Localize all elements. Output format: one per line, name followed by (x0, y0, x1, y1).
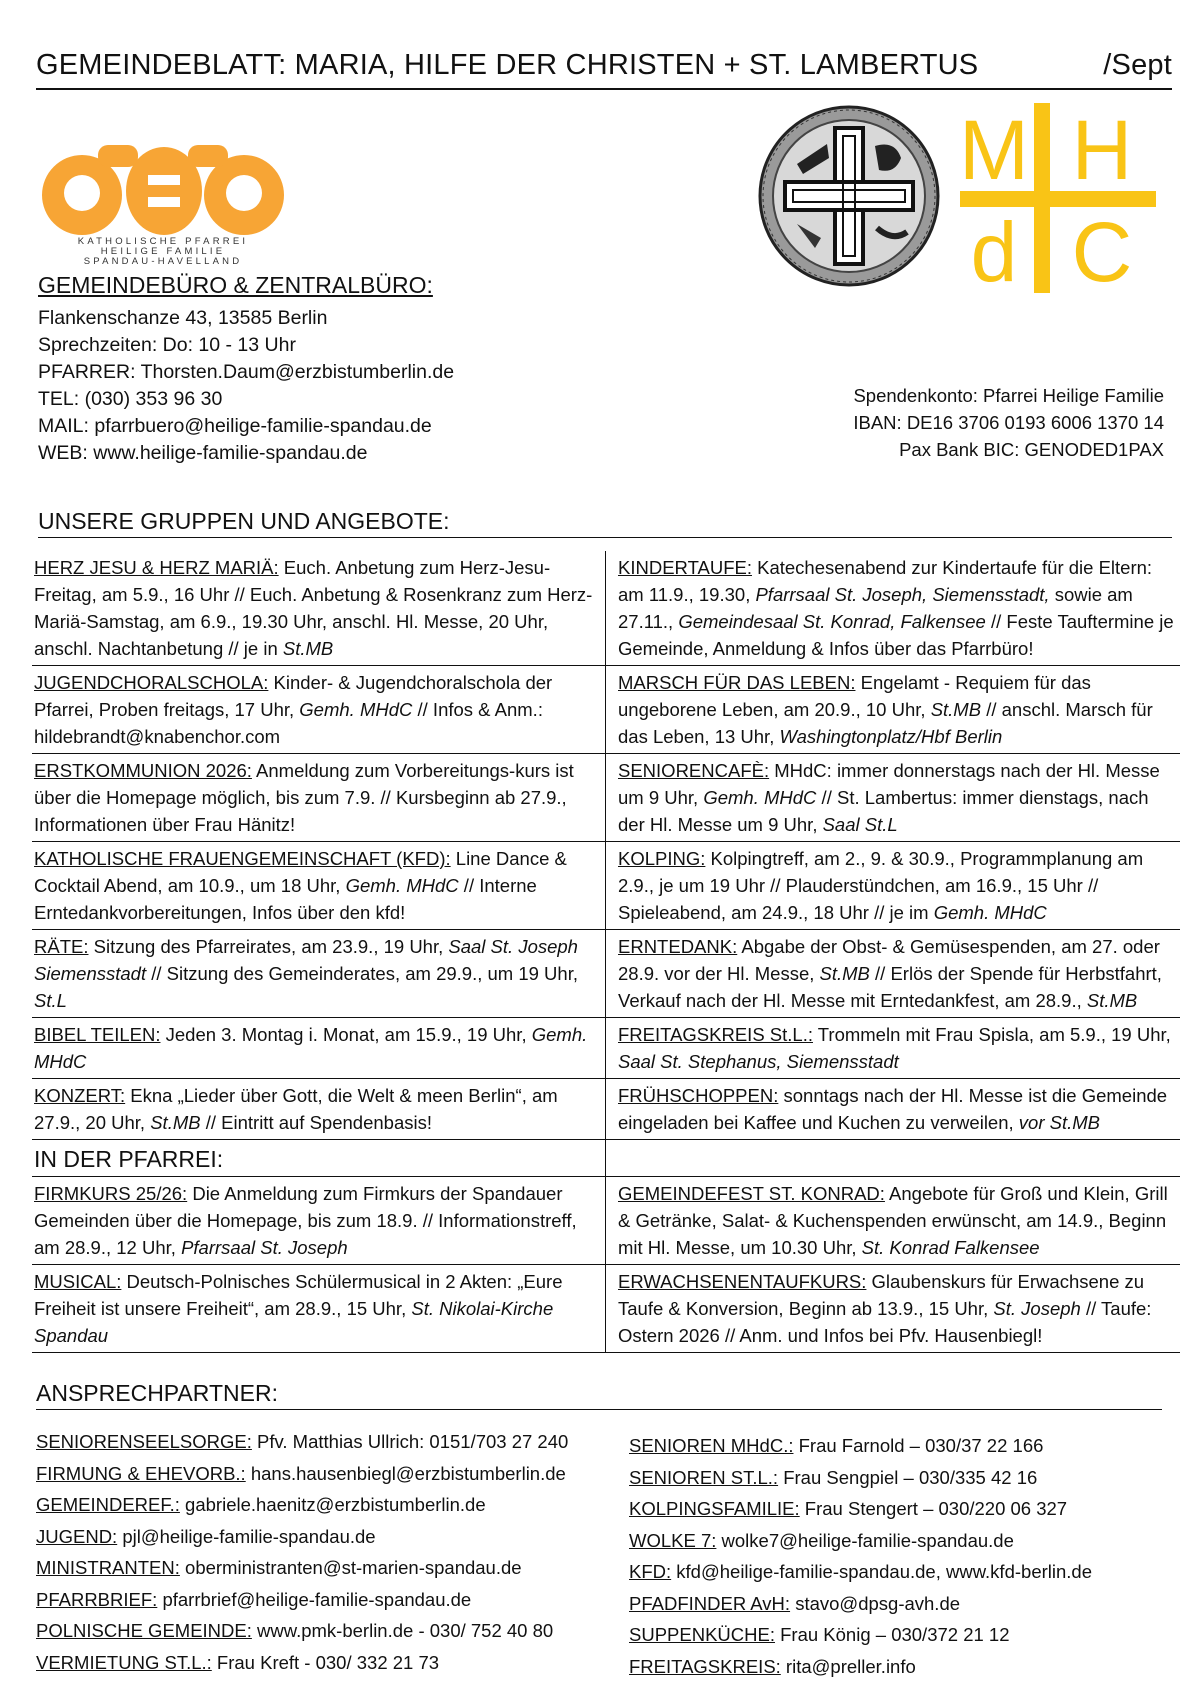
group-text: // Erlös der Spende für Herbstfahrt, Verkauf nach der Hl. Messe mit Erntedankfest, am 28.9., (618, 963, 1162, 1011)
contact-value[interactable]: Pfv. Matthias Ullrich: 0151/703 27 240 (251, 1431, 569, 1452)
group-row (32, 754, 1180, 842)
group-text: Trommeln mit Frau Spisla, am 5.9., 19 Uhr, (812, 1024, 1171, 1045)
location-text: vor St.MB (1018, 1112, 1101, 1133)
group-label: BIBEL TEILEN: (34, 1024, 161, 1045)
group-text: Deutsch-Polnisches Schülermusical in 2 Akten: „Eure Freiheit ist unsere Freiheit“, am 28.9., 15 Uhr, (34, 1271, 563, 1319)
contact-value[interactable]: hans.hausenbiegl@erzbistumberlin.de (245, 1462, 566, 1484)
group-label: MARSCH FÜR DAS LEBEN: (618, 672, 856, 693)
group-text: sowie am 27.11., (618, 584, 1133, 632)
parish-seal (757, 104, 941, 288)
group-cell-right (606, 1265, 1180, 1352)
group-text: // Sitzung des Gemeinderates, am 29.9., um 19 Uhr, (146, 963, 578, 984)
group-text: Die Anmeldung zum Firmkurs der Spandauer Gemeinden über die Homepage, bis zum 18.9. // Informationstreff, am 28.9., 12 Uhr, (34, 1183, 577, 1258)
group-text: Angebote für Groß und Klein, Grill & Getränke, Salat- & Kuchenspenden erwünscht, am 14.9., Beginn mit Hl. Messe, um 10.30 Uhr, (618, 1183, 1168, 1258)
location-text: Gemh. MHdC (299, 699, 413, 720)
group-label: SENIORENCAFÈ: (618, 760, 770, 781)
location-text: St.MB (150, 1112, 201, 1133)
location-text: St. Nikolai-Kirche Spandau (34, 1298, 554, 1346)
contact-label: PFADFINDER AvH: (629, 1592, 791, 1614)
group-text: // St. Lambertus: immer dienstags, nach der Hl. Messe um 9 Uhr, (618, 787, 1149, 835)
location-text: Gemeindesaal St. Konrad, Falkensee (678, 611, 986, 632)
group-cell-right (606, 551, 1180, 665)
group-text: Anmeldung zum Vorbereitungs-kurs ist über die Homepage möglich, bis zum 7.9. // Kursbeginn ab 27.9., Informationen über Frau Hänitz! (34, 760, 574, 835)
contact-item (36, 1489, 568, 1521)
group-text: // Infos & Anm.: hildebrandt@knabenchor.com (34, 699, 543, 747)
contact-value[interactable]: pjl@heilige-familie-spandau.de (117, 1525, 376, 1547)
group-cell-left (32, 1079, 606, 1139)
group-label: KINDERTAUFE: (618, 557, 752, 578)
group-text: Jeden 3. Montag i. Monat, am 15.9., 19 Uhr, (160, 1024, 532, 1045)
contact-value[interactable]: Frau Sengpiel – 030/335 42 16 (778, 1466, 1038, 1488)
svg-text:SPANDAU-HAVELLAND: SPANDAU-HAVELLAND (83, 256, 243, 265)
group-cell-left (32, 666, 606, 753)
group-text: Ekna „Lieder über Gott, die Welt & meen Berlin“, am 27.9., 20 Uhr, (34, 1085, 558, 1133)
group-text: Line Dance & Cocktail Abend, am 10.9., um 18 Uhr, (34, 848, 567, 896)
location-text: St.L (34, 990, 67, 1011)
group-text: Euch. Anbetung zum Herz-Jesu-Freitag, am 5.9., 16 Uhr // Euch. Anbetung & Rosenkranz zum Herz-Mariä-Samstag, am 6.9., 19.30 Uhr, anschl. Hl. Messe, 20 Uhr, anschl. Nachtanbetung // je in (34, 557, 593, 659)
group-row (32, 1265, 1180, 1353)
contact-label: MINISTRANTEN: (36, 1557, 180, 1578)
group-label: HERZ JESU & HERZ MARIÄ: (34, 557, 279, 578)
contact-value[interactable]: gabriele.haenitz@erzbistumberlin.de (179, 1494, 486, 1515)
group-text: Kinder- & Jugendchoralschola der Pfarrei, Proben freitags, 17 Uhr, (34, 672, 553, 720)
group-text: Kolpingtreff, am 2., 9. & 30.9., Programmplanung am 2.9., je um 19 Uhr // Plauderstündchen, am 16.9., 15 Uhr // Spieleabend, am 24.9., 18 Uhr // je im (618, 848, 1144, 923)
contact-item (36, 1647, 568, 1679)
contact-item (629, 1525, 1092, 1557)
group-label: KONZERT: (34, 1085, 126, 1106)
group-cell-left (32, 551, 606, 665)
contact-label: KFD: (629, 1561, 672, 1582)
group-row (32, 842, 1180, 930)
contacts-right-list (629, 1430, 1092, 1682)
contact-item (36, 1426, 568, 1458)
section-empty-cell (606, 1140, 1180, 1176)
pfarrei-logo-mark-icon (38, 135, 288, 265)
contact-label: VERMIETUNG ST.L.: (36, 1651, 212, 1673)
mhdc-logo (960, 103, 1156, 293)
location-text: Gemh. MHdC (345, 875, 459, 896)
groups-table (32, 551, 1180, 1353)
location-text: Gemh. MHdC (933, 902, 1047, 923)
contact-label: PFARRBRIEF: (36, 1588, 158, 1610)
group-cell-right (606, 754, 1180, 841)
group-cell-left (32, 1018, 606, 1078)
group-cell-right (606, 666, 1180, 753)
contact-label: WOLKE 7: (629, 1529, 717, 1551)
section-heading: IN DER PFARREI: (32, 1140, 606, 1176)
contact-value[interactable]: Frau Stengert – 030/220 06 327 (799, 1498, 1068, 1519)
contact-item (36, 1615, 568, 1647)
group-cell-right (606, 1177, 1180, 1264)
group-label: RÄTE: (34, 936, 89, 957)
group-cell-right (606, 1079, 1180, 1139)
group-text: sonntags nach der Hl. Messe ist die Gemeinde eingeladen bei Kaffee und Kuchen zu verweilen, (618, 1085, 1168, 1133)
office-web[interactable]: WEB: www.heilige-familie-spandau.de (38, 442, 368, 464)
group-text: Glaubenskurs für Erwachsene zu Taufe & Konversion, Beginn ab 13.9., 15 Uhr, (618, 1271, 1145, 1319)
contact-item (629, 1430, 1092, 1462)
location-text: St. Konrad Falkensee (861, 1237, 1040, 1258)
group-row (32, 1079, 1180, 1140)
contact-label: POLNISCHE GEMEINDE: (36, 1620, 252, 1641)
group-text: // Interne Erntedankvorbereitungen, Infos über den kfd! (34, 875, 537, 923)
contact-label: FIRMUNG & EHEVORB.: (36, 1462, 246, 1484)
contact-value[interactable]: oberministranten@st-marien-spandau.de (179, 1557, 522, 1578)
group-row (32, 1177, 1180, 1265)
contact-value[interactable]: Frau Farnold – 030/37 22 166 (793, 1435, 1044, 1456)
contact-value[interactable]: pfarrbrief@heilige-familie-spandau.de (157, 1588, 472, 1610)
group-cell-left (32, 930, 606, 1017)
group-cell-left (32, 1177, 606, 1264)
contact-value[interactable]: Frau König – 030/372 21 12 (774, 1624, 1010, 1645)
office-mail[interactable]: MAIL: pfarrbuero@heilige-familie-spandau.de (38, 415, 432, 437)
header (36, 38, 1172, 90)
location-text: Pfarrsaal St. Joseph, Siemensstadt, (755, 584, 1050, 605)
location-text: St.MB (1086, 990, 1138, 1011)
location-text: Saal St.L (822, 814, 898, 835)
bank-bic: Pax Bank BIC: GENODED1PAX (899, 439, 1164, 460)
group-label: MUSICAL: (34, 1271, 122, 1292)
office-hours: Sprechzeiten: Do: 10 - 13 Uhr (38, 334, 296, 356)
group-label: ERWACHSENENTAUFKURS: (618, 1271, 867, 1292)
contact-item (629, 1493, 1092, 1525)
group-cell-right (606, 1018, 1180, 1078)
contact-item (629, 1588, 1092, 1620)
bank-iban: IBAN: DE16 3706 0193 6006 1370 14 (853, 412, 1164, 433)
group-text: Abgabe der Obst- & Gemüsespenden, am 27. oder 28.9. vor der Hl. Messe, (618, 936, 1160, 984)
seal-cross-icon (757, 104, 941, 288)
group-cell-left (32, 754, 606, 841)
contact-label: KOLPINGSFAMILIE: (629, 1498, 800, 1519)
contact-item (629, 1462, 1092, 1494)
contact-item (629, 1556, 1092, 1588)
contact-value[interactable]: Frau Kreft - 030/ 332 21 73 (211, 1651, 440, 1673)
office-info (38, 272, 454, 467)
pfarrei-logo (38, 135, 288, 265)
group-text: // Eintritt auf Spendenbasis! (200, 1112, 432, 1133)
group-label: ERSTKOMMUNION 2026: (34, 760, 252, 781)
contact-item (36, 1521, 568, 1553)
group-row (32, 666, 1180, 754)
group-label: KOLPING: (618, 848, 706, 869)
contact-item (36, 1552, 568, 1584)
location-text: Gemh. MHdC (703, 787, 817, 808)
group-label: GEMEINDEFEST ST. KONRAD: (618, 1183, 885, 1204)
office-heading: GEMEINDEBÜRO & ZENTRALBÜRO: (38, 272, 433, 298)
group-label: FREITAGSKREIS St.L.: (618, 1024, 813, 1045)
groups-heading: UNSERE GRUPPEN UND ANGEBOTE: (38, 508, 1172, 538)
group-text: // Feste Tauftermine je Gemeinde, Anmeldung & Infos über das Pfarrbüro! (618, 611, 1174, 659)
contact-item (629, 1651, 1092, 1683)
bank-info (853, 382, 1164, 463)
mhdc-cross-icon (960, 103, 1156, 293)
contact-label: FREITAGSKREIS: (629, 1655, 781, 1677)
location-text: Gemh. MHdC (34, 1024, 588, 1072)
group-text: Engelamt - Requiem für das ungeborene Leben, am 20.9., 10 Uhr, (618, 672, 1091, 720)
svg-text:KATHOLISCHE PFARREI: KATHOLISCHE PFARREI (77, 236, 249, 247)
month-label: /Sept (1103, 49, 1172, 81)
svg-text:M: M (960, 103, 1029, 197)
contact-label: SENIORENSEELSORGE: (36, 1431, 252, 1452)
office-pastor-email[interactable]: PFARRER: Thorsten.Daum@erzbistumberlin.de (38, 361, 455, 383)
contact-item (629, 1619, 1092, 1651)
contact-label: SUPPENKÜCHE: (629, 1624, 775, 1645)
contact-label: SENIOREN MHdC.: (629, 1435, 794, 1456)
svg-text:d: d (970, 205, 1018, 293)
section-row (32, 1140, 1180, 1177)
page-title: GEMEINDEBLATT: MARIA, HILFE DER CHRISTEN + ST. LAMBERTUS (36, 49, 979, 81)
office-address: Flankenschanze 43, 13585 Berlin (38, 307, 328, 329)
group-cell-right (606, 930, 1180, 1017)
group-text: // Taufe: Ostern 2026 // Anm. und Infos bei Pfv. Hausenbiegl! (618, 1298, 1152, 1346)
group-cell-left (32, 842, 606, 929)
group-cell-left (32, 1265, 606, 1352)
bank-account-name: Spendenkonto: Pfarrei Heilige Familie (853, 385, 1164, 406)
group-label: FRÜHSCHOPPEN: (618, 1085, 779, 1106)
group-text: Katechesenabend zur Kindertaufe für die Eltern: am 11.9., 19.30, (618, 557, 1153, 605)
group-cell-right (606, 842, 1180, 929)
contact-value[interactable]: wolke7@heilige-familie-spandau.de (716, 1529, 1014, 1551)
contact-value[interactable]: rita@preller.info (780, 1655, 916, 1677)
contact-label: JUGEND: (36, 1525, 118, 1547)
group-text: Sitzung des Pfarreirates, am 23.9., 19 Uhr, (88, 936, 449, 957)
contact-item (36, 1458, 568, 1490)
location-text: Washingtonplatz/Hbf Berlin (779, 726, 1003, 747)
contacts-heading: ANSPRECHPARTNER: (36, 1380, 1162, 1410)
group-label: FIRMKURS 25/26: (34, 1183, 188, 1204)
group-label: KATHOLISCHE FRAUENGEMEINSCHAFT (KFD): (34, 848, 451, 869)
group-label: JUGENDCHORALSCHOLA: (34, 672, 269, 693)
contact-value[interactable]: stavo@dpsg-avh.de (790, 1592, 961, 1614)
svg-text:HEILIGE FAMILIE: HEILIGE FAMILIE (100, 246, 226, 257)
contact-label: SENIOREN ST.L.: (629, 1466, 779, 1488)
office-phone: TEL: (030) 353 96 30 (38, 388, 223, 410)
group-row (32, 930, 1180, 1018)
location-text: Pfarrsaal St. Joseph (181, 1237, 348, 1258)
contacts-left-list (36, 1426, 568, 1678)
group-text: // anschl. Marsch für das Leben, 13 Uhr, (618, 699, 1153, 747)
contact-item (36, 1584, 568, 1616)
contact-label: GEMEINDEREF.: (36, 1494, 180, 1515)
group-row (32, 551, 1180, 666)
group-label: ERNTEDANK: (618, 936, 738, 957)
group-row (32, 1018, 1180, 1079)
location-text: St.MB (819, 963, 870, 984)
location-text: St.MB (930, 699, 982, 720)
location-text: St.MB (282, 638, 334, 659)
svg-text:H: H (1071, 103, 1133, 197)
contact-value[interactable]: kfd@heilige-familie-spandau.de, www.kfd-berlin.de (671, 1561, 1092, 1582)
location-text: St. Joseph (993, 1298, 1081, 1319)
group-text: MHdC: immer donnerstags nach der Hl. Messe um 9 Uhr, (618, 760, 1160, 808)
svg-text:C: C (1071, 205, 1133, 293)
contact-value[interactable]: www.pmk-berlin.de - 030/ 752 40 80 (251, 1620, 554, 1641)
location-text: Saal St. Joseph Siemensstadt (34, 936, 578, 984)
location-text: Saal St. Stephanus, Siemensstadt (618, 1051, 899, 1072)
